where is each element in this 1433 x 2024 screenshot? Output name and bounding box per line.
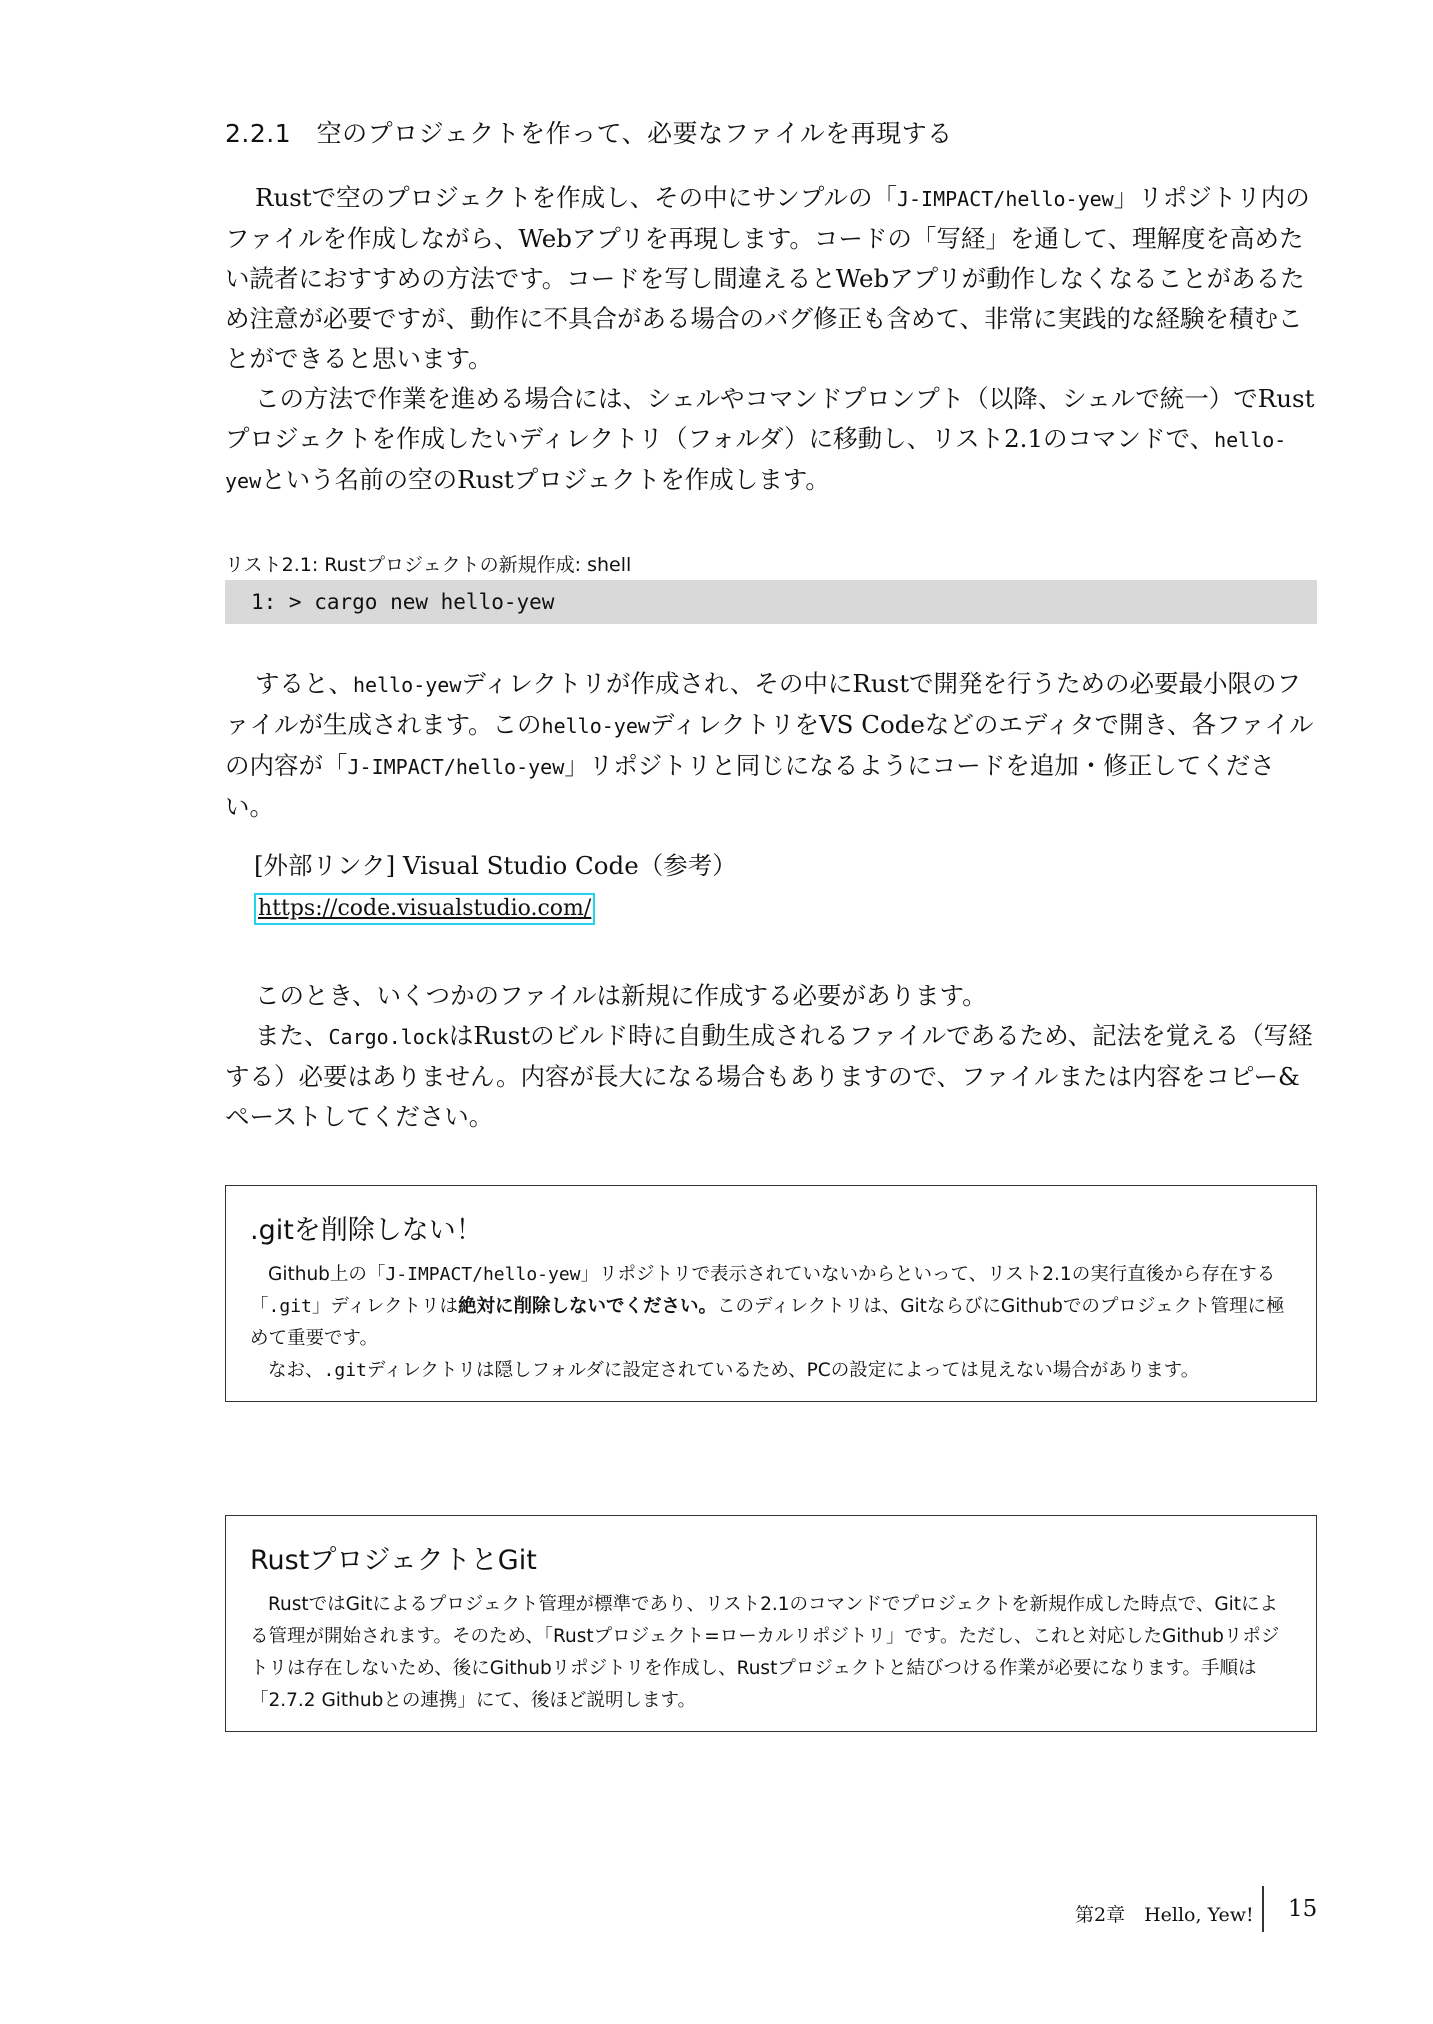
- after-text-d: 」リポジトリと同じになるようにコードを追加・修正してください。: [225, 751, 1275, 821]
- warning-box-paragraph-2: [250, 1355, 1292, 1387]
- warning-text-d: このディレクトリは、GitならびにGithubでのプロジェクト管理に極めて重要です。: [250, 1296, 1285, 1349]
- code-block: 1: > cargo new hello-yew: [225, 580, 1317, 624]
- dir-code-1: hello-yew: [353, 673, 462, 697]
- intro-paragraph-2: [225, 379, 1317, 501]
- after-text-a: すると、: [255, 669, 353, 698]
- warning-note-a: なお、: [268, 1360, 324, 1381]
- intro-text: [225, 178, 1317, 501]
- repo-code: J-IMPACT/hello-yew: [347, 755, 565, 779]
- after-listing-text: [225, 664, 1317, 827]
- intro-p2-text-a: この方法で作業を進める場合には、シェルやコマンドプロンプト（以降、シェルで統一）でRustプロジェクトを作成したいディレクトリ（フォルダ）に移動し、リスト2.1のコマンドで、: [225, 384, 1315, 453]
- footer-chapter: 第2章 Hello, Yew!: [1075, 1904, 1254, 1926]
- info-box-body: RustではGitによるプロジェクト管理が標準であり、リスト2.1のコマンドでプロジェクトを新規作成した時点で、Gitによる管理が開始されます。そのため、「Rustプロジェクト=ローカルリポジトリ」です。ただし、これと対応したGithubリポジトリは存在しないため、後にGithubリポジトリを作成し、Rustプロジェクトと結びつける作業が必要になります。手順は「2.7.2 Githubとの連携」にて、後ほど説明します。: [250, 1594, 1280, 1711]
- after-listing-paragraph: [225, 664, 1317, 827]
- external-link-label: [外部リンク] Visual Studio Code（参考）: [254, 851, 737, 880]
- files-note-text-a: また、: [255, 1021, 329, 1050]
- intro-p1-text-b: 」リポジトリ内のファイルを作成しながら、Webアプリを再現します。コードの「写経」を通して、理解度を高めたい読者におすすめの方法です。コードを写し間違えるとWebアプリが動作しなくなることがあるため注意が必要ですが、動作に不具合がある場合のバグ修正も含めて、非常に実践的な経験を積むことができると思います。: [225, 183, 1310, 373]
- git-dir-code-2: .git: [323, 1360, 367, 1381]
- page-number: 15: [1288, 1896, 1318, 1922]
- section-heading: 2.2.1 空のプロジェクトを作って、必要なファイルを再現する: [225, 119, 953, 148]
- info-box-title: RustプロジェクトとGit: [250, 1545, 537, 1576]
- warning-text-a: Github上の「: [268, 1264, 386, 1285]
- cargo-lock-code: Cargo.lock: [328, 1025, 449, 1049]
- files-note-text: [225, 976, 1317, 1137]
- git-dir-code: .git: [268, 1296, 312, 1317]
- dir-code-2: hello-yew: [541, 714, 650, 738]
- warning-repo-code: J-IMPACT/hello-yew: [385, 1264, 581, 1285]
- project-name-code: hello-yew: [225, 428, 1287, 493]
- warning-box-paragraph-1: [250, 1259, 1292, 1355]
- listing-caption: リスト2.1: Rustプロジェクトの新規作成: shell: [225, 554, 632, 576]
- intro-p1-text-a: Rustで空のプロジェクトを作成し、その中にサンプルの「: [255, 183, 897, 212]
- footer-divider: [1262, 1886, 1264, 1932]
- warning-box-title: .gitを削除しない！: [250, 1215, 483, 1246]
- files-note-paragraph-2: [225, 1016, 1317, 1137]
- warning-emphasis: 絶対に削除しないでください。: [458, 1296, 718, 1317]
- external-link-url[interactable]: https://code.visualstudio.com/: [254, 893, 595, 925]
- repo-name-code: J-IMPACT/hello-yew: [896, 187, 1114, 211]
- after-text-b: ディレクトリが作成され、その中にRustで開発を行うための必要最小限のファイルが生成されます。この: [225, 669, 1302, 739]
- info-box-rust-git: [225, 1515, 1317, 1732]
- intro-paragraph-1: [225, 178, 1317, 379]
- files-note-text-b: はRustのビルド時に自動生成されるファイルであるため、記法を覚える（写経する）必要はありません。内容が長大になる場合もありますので、ファイルまたは内容をコピー&ペーストしてください。: [225, 1021, 1313, 1131]
- files-note-paragraph-1: このとき、いくつかのファイルは新規に作成する必要があります。: [255, 981, 987, 1010]
- warning-text-c: 」ディレクトリは: [311, 1296, 459, 1317]
- warning-note-b: ディレクトリは隠しフォルダに設定されているため、PCの設定によっては見えない場合があります。: [366, 1360, 1200, 1381]
- warning-box-git: [225, 1185, 1317, 1402]
- after-text-c: ディレクトリをVS Codeなどのエディタで開き、各ファイルの内容が「: [225, 710, 1314, 780]
- intro-p2-text-b: という名前の空のRustプロジェクトを作成します。: [261, 465, 830, 494]
- warning-text-b: 」リポジトリで表示されていないからといって、リスト2.1の実行直後から存在する「: [250, 1264, 1276, 1317]
